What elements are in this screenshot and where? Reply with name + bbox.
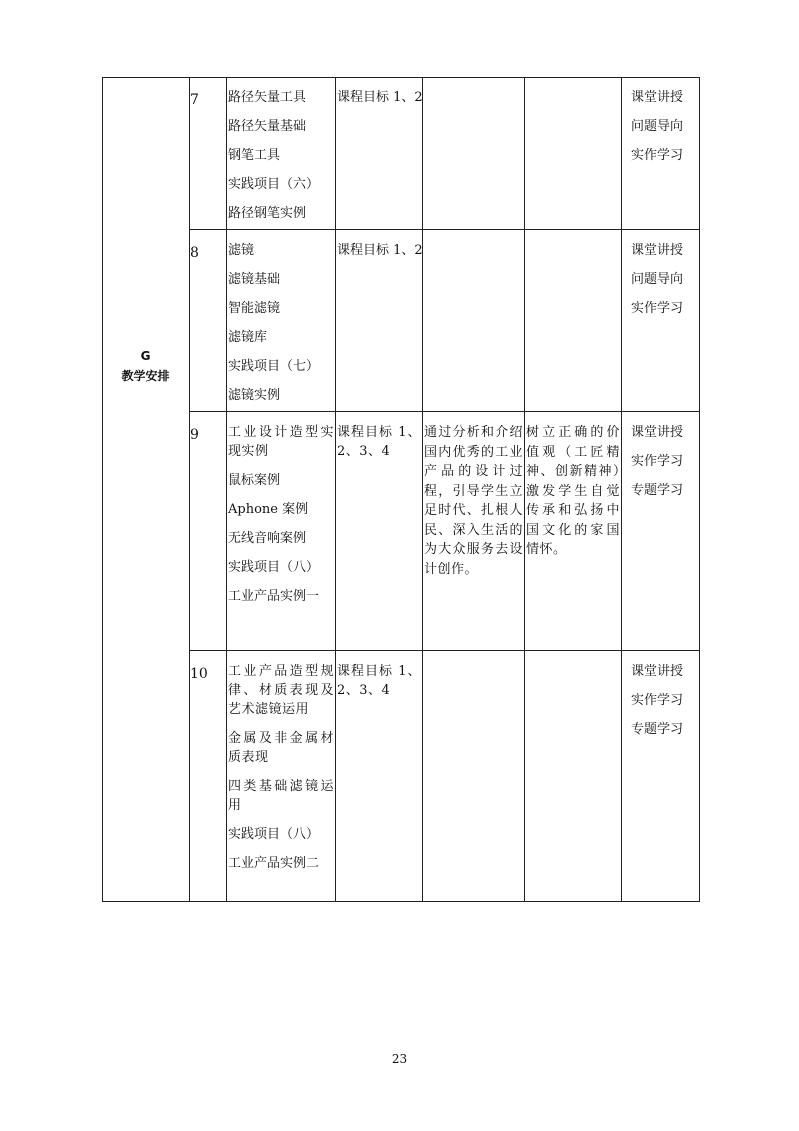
row-objectives: 课程目标 1、2 [337, 90, 423, 105]
row-ideology-value: 树立正确的价值观（工匠精神、创新精神）激发学生自觉传承和弘扬中国文化的家国情怀。 [526, 425, 620, 557]
row-methods [631, 662, 699, 749]
method-item: 问题导向 [631, 272, 684, 287]
row-number: 9 [190, 427, 199, 443]
content-item: 实践项目（七） [228, 359, 320, 374]
method-item: 课堂讲授 [631, 243, 684, 258]
table-border-right [699, 77, 700, 902]
page-number: 23 [391, 1052, 408, 1066]
row-number: 10 [190, 666, 208, 682]
column-divider [335, 77, 336, 902]
content-item: 路径矢量基础 [228, 119, 307, 134]
row-number: 8 [190, 245, 199, 261]
row-contents [228, 662, 334, 883]
column-divider [524, 77, 525, 902]
content-item: 无线音响案例 [228, 531, 307, 546]
method-item: 实作学习 [631, 301, 684, 316]
content-item: 智能滤镜 [228, 301, 281, 316]
content-item: 工业设计造型实现实例 [228, 425, 334, 459]
content-item: 实践项目（八） [228, 560, 320, 575]
row-divider [189, 650, 700, 651]
row-ideology-goal: 通过分析和介绍国内优秀的工业产品的设计过程，引导学生立足时代、扎根人民、深入生活的为大众服务去设计创作。 [424, 425, 523, 577]
content-item: 实践项目（八） [228, 827, 320, 842]
section-title: 教学安排 [121, 369, 170, 383]
content-item: 路径矢量工具 [228, 90, 307, 105]
row-methods [631, 241, 699, 328]
table-border-left [102, 77, 103, 902]
section-label [102, 346, 189, 386]
row-methods [631, 423, 699, 510]
row-contents [228, 241, 334, 415]
content-item: 四类基础滤镜运用 [228, 779, 334, 813]
content-item: 工业产品造型规律、材质表现及艺术滤镜运用 [228, 664, 334, 717]
table-border-top [102, 77, 700, 78]
column-divider [226, 77, 227, 902]
content-item: 滤镜实例 [228, 388, 281, 403]
content-item: 滤镜库 [228, 330, 268, 345]
table-border-bottom [102, 901, 700, 902]
method-item: 课堂讲授 [631, 90, 684, 105]
section-code: G [140, 349, 151, 363]
method-item: 问题导向 [631, 119, 684, 134]
method-item: 专题学习 [631, 722, 684, 737]
method-item: 实作学习 [631, 148, 684, 163]
row-methods [631, 88, 699, 175]
row-contents [228, 423, 334, 616]
method-item: 专题学习 [631, 483, 684, 498]
row-objectives: 课程目标 1、2、3、4 [337, 664, 421, 698]
content-item: 工业产品实例一 [228, 589, 320, 604]
content-item: 滤镜基础 [228, 272, 281, 287]
content-item: 实践项目（六） [228, 177, 320, 192]
content-item: 滤镜 [228, 243, 255, 258]
row-objectives: 课程目标 1、2、3、4 [337, 425, 421, 459]
method-item: 课堂讲授 [631, 425, 684, 440]
method-item: 实作学习 [631, 693, 684, 708]
column-divider [621, 77, 622, 902]
method-item: 实作学习 [631, 454, 684, 469]
content-item: 钢笔工具 [228, 148, 281, 163]
column-divider [422, 77, 423, 902]
column-divider [189, 77, 190, 902]
content-item: 工业产品实例二 [228, 856, 320, 871]
row-number: 7 [190, 92, 199, 108]
content-item: 鼠标案例 [228, 473, 281, 488]
content-item: Aphone 案例 [228, 502, 309, 517]
content-item: 路径钢笔实例 [228, 206, 307, 221]
row-objectives: 课程目标 1、2 [337, 243, 423, 258]
row-contents [228, 88, 334, 233]
method-item: 课堂讲授 [631, 664, 684, 679]
content-item: 金属及非金属材质表现 [228, 731, 334, 765]
